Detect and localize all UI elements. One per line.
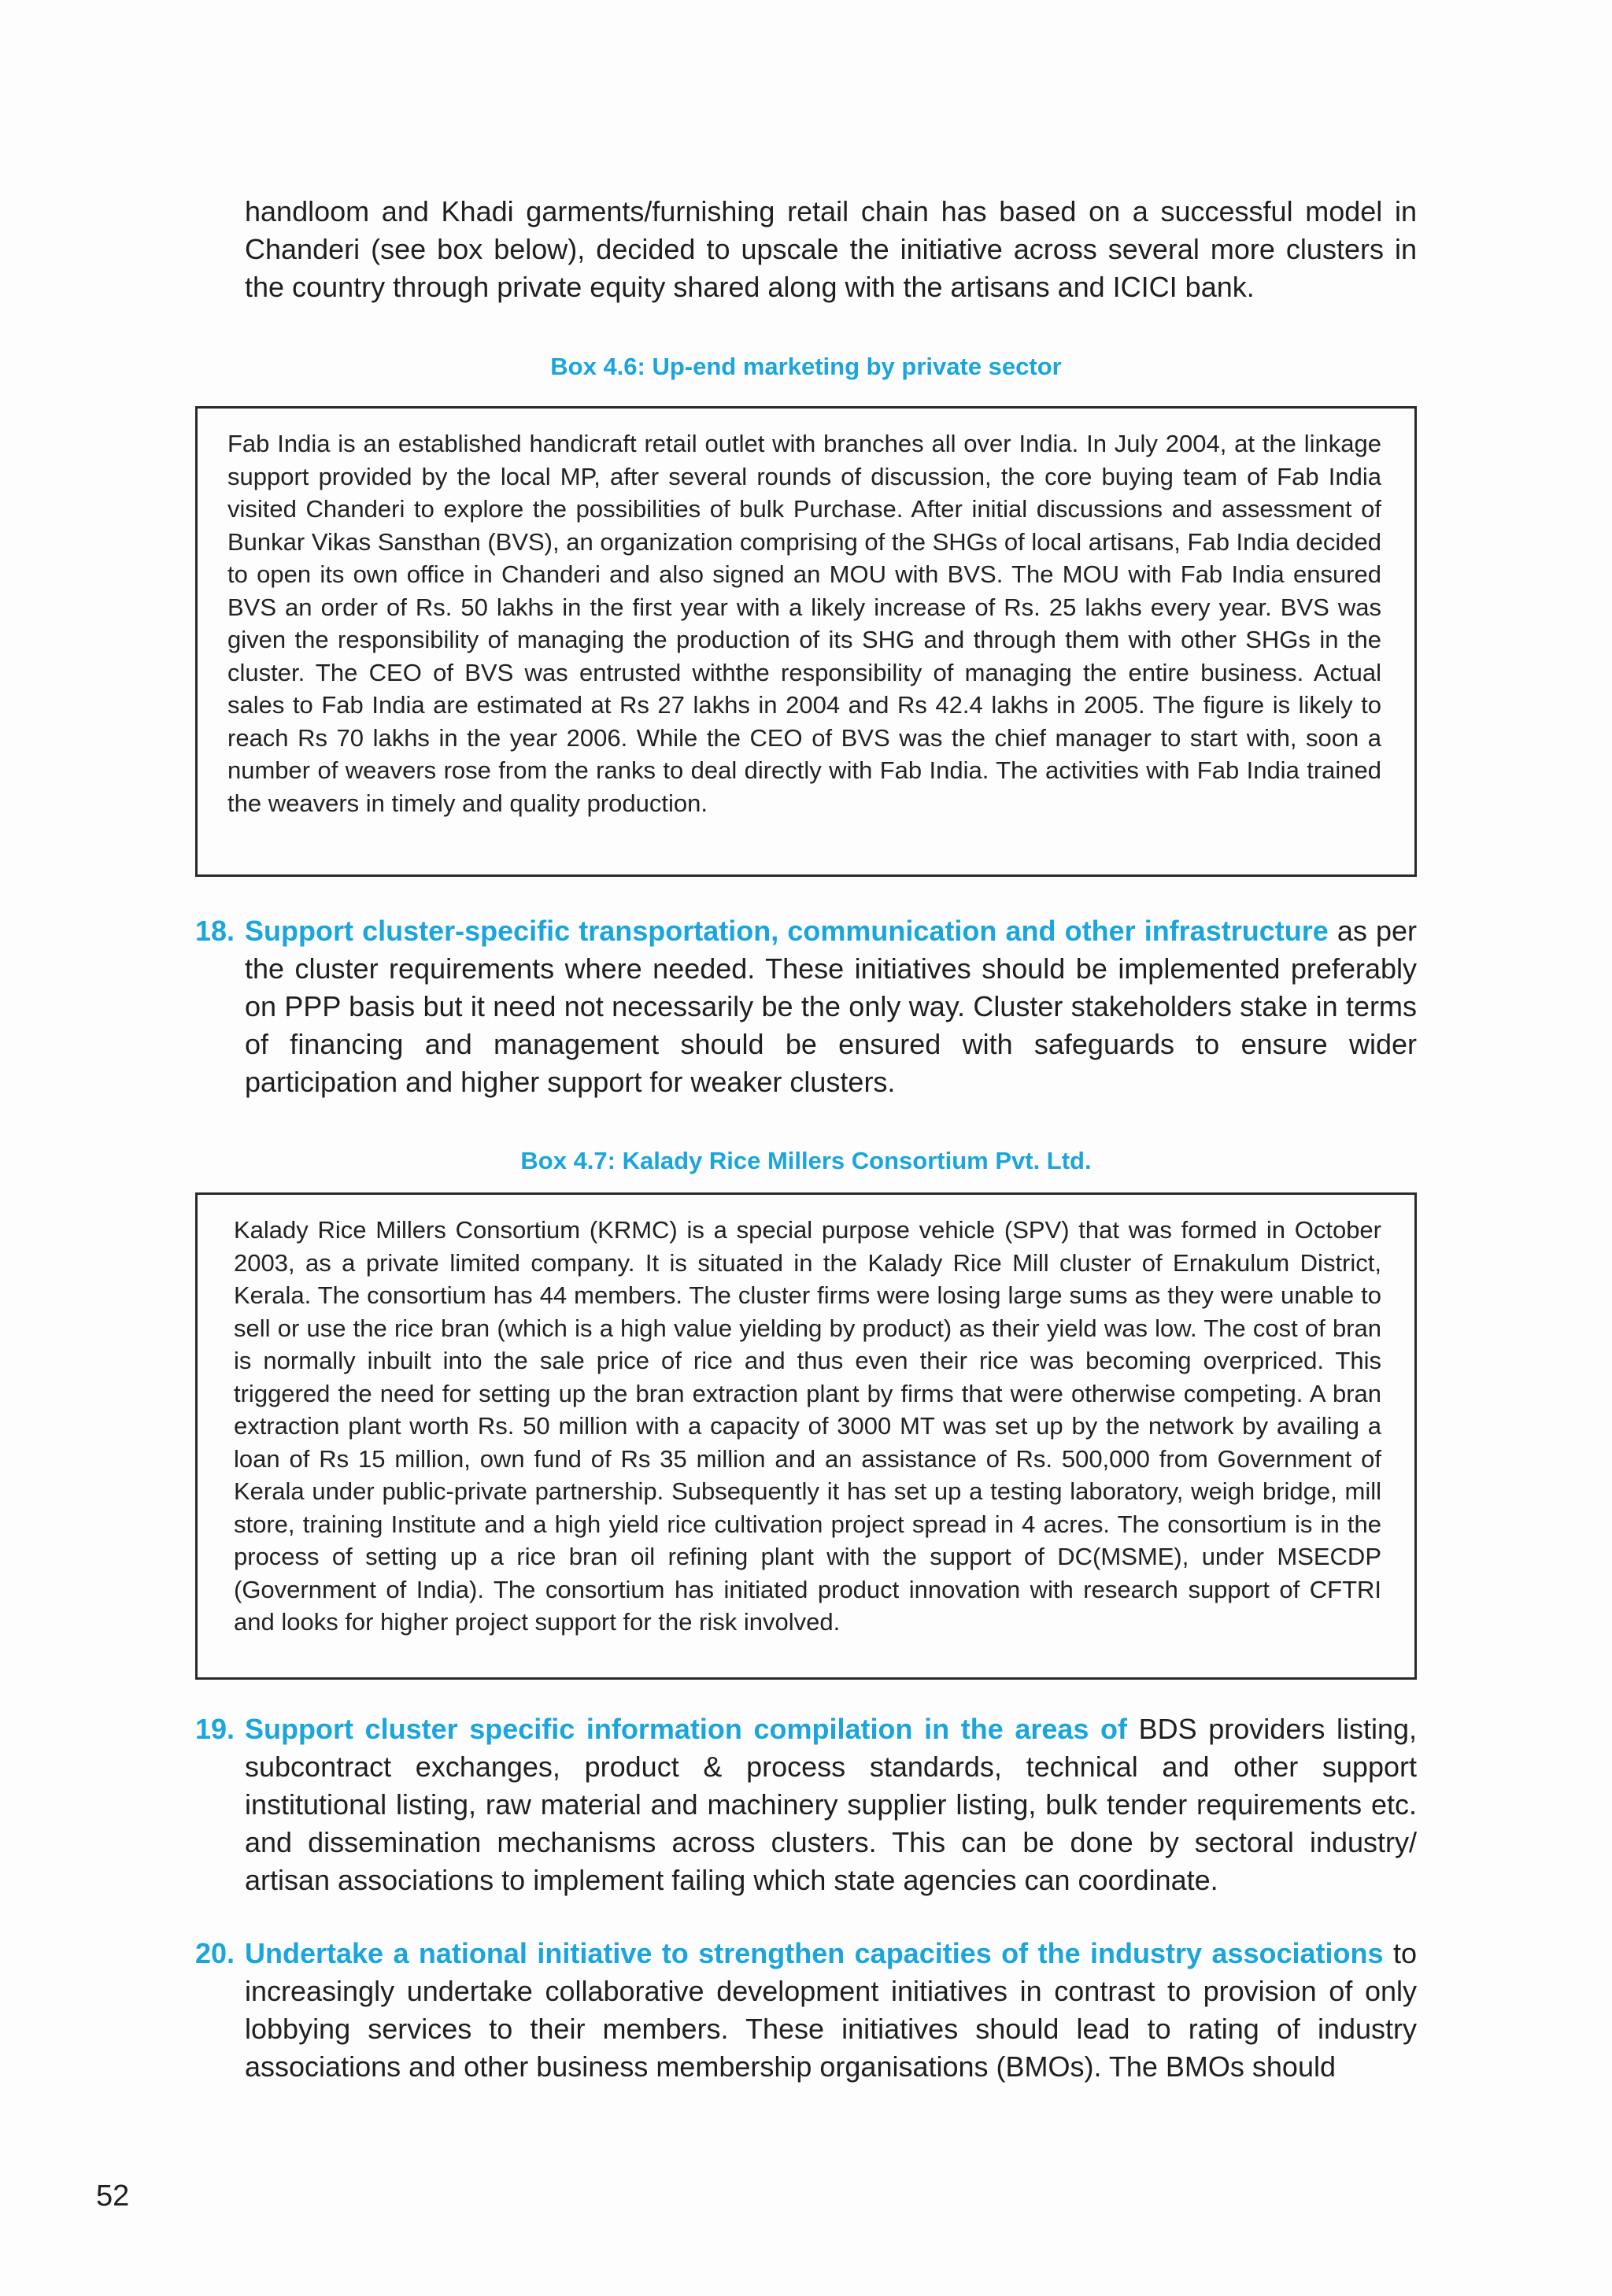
box-4-7-text: Kalady Rice Millers Consortium (KRMC) is a special purpose vehicle (SPV) that was formed in October 2003, as a private limited company. It is situated in the Kalady Rice Mill cluster of Ernakulum District, Kerala. The consortium has 44 members. The cluster firms were losing large sums as they were unable to sell or use the rice bran (which is a high value yielding by product) as their yield was low. The cost of bran is normally inbuilt into the sale price of rice and thus even their rice was becoming overpriced. This triggered the need for setting up the bran extraction plant by firms that were otherwise competing. A bran extraction plant worth Rs. 50 million with a capacity of 3000 MT was set up by the network by availing a loan of Rs 15 million, own fund of Rs 35 million and an assistance of Rs. 500,000 from Government of Kerala under public-private partnership. Subsequently it has set up a testing laboratory, weigh bridge, mill store, training Institute and a high yield rice cultivation project spread in 4 acres. The consortium is in the process of setting up a rice bran oil refining plant with the support of DC(MSME), under MSECDP (Government of India). The consortium has initiated product innovation with research support of CFTRI and looks for higher project support for the risk involved.: [234, 1216, 1381, 1636]
item-19-number: 19.: [195, 1713, 235, 1745]
item-19-text: BDS providers listing, subcontract exchanges, product & process standards, technical and other support institutional listing, raw material and machinery supplier listing, bulk tender requirements etc. and dissemination mechanisms across clusters. This can be done by sectoral industry/ artisan associations to implement failing which state agencies can coordinate.: [245, 1713, 1417, 1896]
box-4-7: [195, 1192, 1417, 1680]
item-18-heading: Support cluster-specific transportation, communication and other infrastructure: [245, 915, 1329, 947]
intro-paragraph: handloom and Khadi garments/furnishing retail chain has based on a successful model in Chanderi (see box below), decided to upscale the initiative across several more clusters in the country through private equity shared along with the artisans and ICICI bank.: [245, 195, 1417, 303]
box-4-7-title: Box 4.7: Kalady Rice Millers Consortium Pvt. Ltd.: [520, 1147, 1092, 1174]
item-19: [195, 1710, 1417, 1899]
page-number: 52: [96, 2180, 130, 2213]
item-20-body: [245, 1935, 1417, 2086]
item-20-heading: Undertake a national initiative to strengthen capacities of the industry associations: [245, 1937, 1384, 1969]
box-4-6-title: Box 4.6: Up-end marketing by private sector: [550, 353, 1062, 380]
item-18-number: 18.: [195, 915, 235, 947]
item-18: [195, 912, 1417, 1101]
item-20-number: 20.: [195, 1937, 235, 1969]
item-20-text: to increasingly undertake collaborative development initiatives in contrast to provision of only lobbying services to their members. These initiatives should lead to rating of industry associations and other business membership organisations (BMOs). The BMOs should: [245, 1937, 1417, 2083]
item-18-text: as per the cluster requirements where needed. These initiatives should be implemented preferably on PPP basis but it need not necessarily be the only way. Cluster stakeholders stake in terms of financing and management should be ensured with safeguards to ensure wider participation and higher support for weaker clusters.: [245, 915, 1417, 1098]
item-19-body: [245, 1710, 1417, 1899]
box-4-6: [195, 406, 1417, 877]
item-18-body: [245, 912, 1417, 1101]
item-19-heading: Support cluster specific information compilation in the areas of: [245, 1713, 1128, 1745]
box-4-6-text: Fab India is an established handicraft retail outlet with branches all over India. In July 2004, at the linkage support provided by the local MP, after several rounds of discussion, the core buying team of Fab India visited Chanderi to explore the possibilities of bulk Purchase. After initial discussions and assessment of Bunkar Vikas Sansthan (BVS), an organization comprising of the SHGs of local artisans, Fab India decided to open its own office in Chanderi and also signed an MOU with BVS. The MOU with Fab India ensured BVS an order of Rs. 50 lakhs in the first year with a likely increase of Rs. 25 lakhs every year. BVS was given the responsibility of managing the production of its SHG and through them with other SHGs in the cluster. The CEO of BVS was entrusted withthe responsibility of managing the entire business. Actual sales to Fab India are estimated at Rs 27 lakhs in 2004 and Rs 42.4 lakhs in 2005. The figure is likely to reach Rs 70 lakhs in the year 2006. While the CEO of BVS was the chief manager to start with, soon a number of weavers rose from the ranks to deal directly with Fab India. The activities with Fab India trained the weavers in timely and quality production.: [227, 430, 1381, 817]
item-20: [195, 1935, 1417, 2086]
